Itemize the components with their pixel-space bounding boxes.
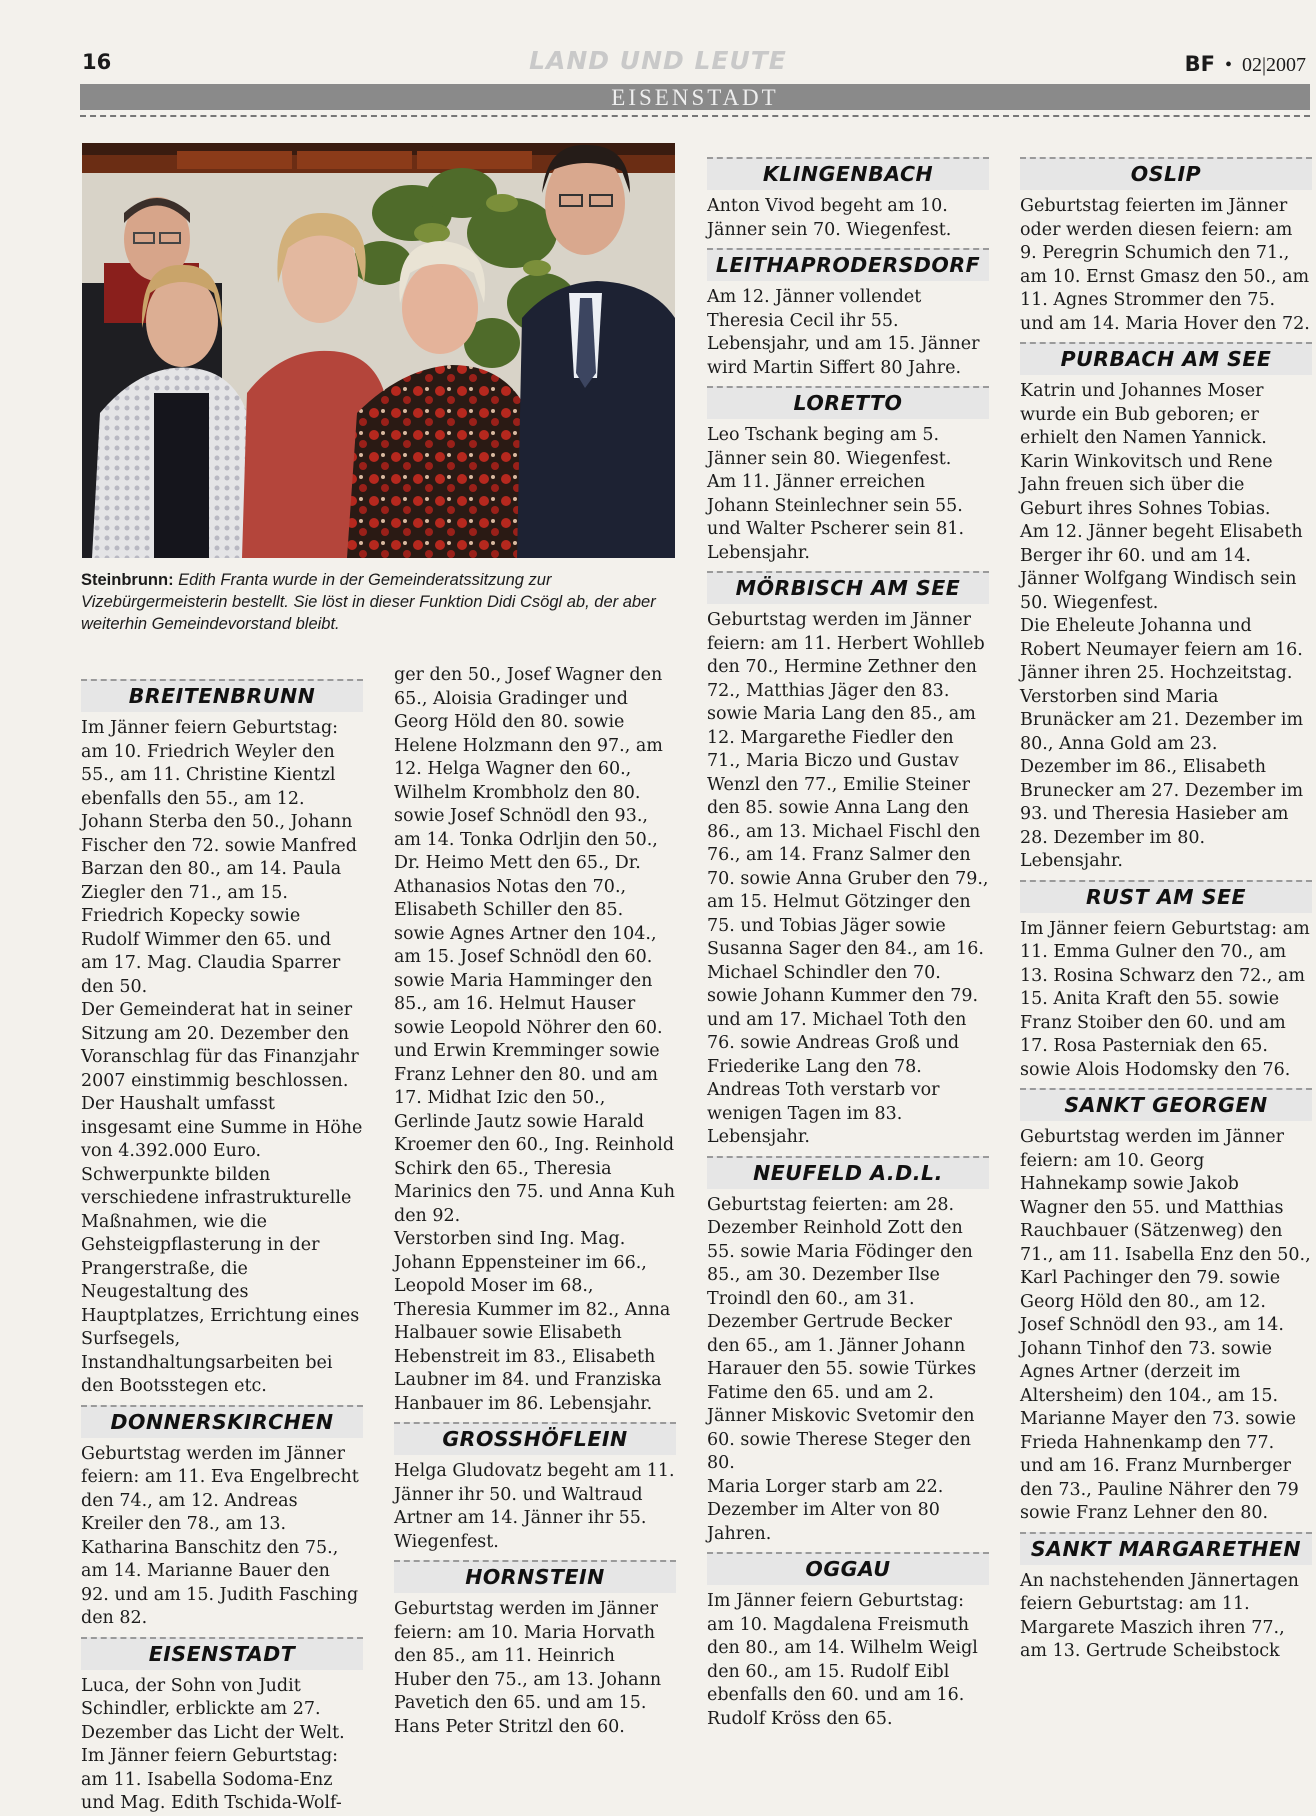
article-paragraph: Geburtstag werden im Jänner feiern: am 10. Maria Horvath den 85., am 11. Heinrich Huber den 75., am 13. Johann Pavetich den 65. und am 15. Hans Peter Stritzl den 60. — [394, 1599, 662, 1737]
column-4 — [1020, 157, 1312, 1664]
article-paragraph: Verstorben sind Ing. Mag. Johann Eppensteiner im 66., Leopold Moser im 68., Theresia Kummer im 82., Anna Halbauer sowie Elisabeth Hebenstreit im 83., Elisabeth Laubner im 84. und Franziska Hanbauer im 86. Lebensjahr. — [394, 1229, 671, 1414]
header-divider — [80, 115, 1310, 117]
article-paragraph: Am 12. Jänner begeht Elisabeth Berger ihr 60. und am 14. Jänner Wolfgang Windisch sein 50. Wiegenfest. — [1020, 522, 1303, 613]
article-paragraph: Im Jänner feiern Geburtstag: am 10. Friedrich Weyler den 55., am 11. Christine Kientzl ebenfalls den 55., am 12. Johann Sterba den 50., Johann Fischer den 72. sowie Manfred Barzan den 80., am 14. Paula Ziegler den 71., am 15. Friedrich Kopecky sowie Rudolf Wimmer den 65. und am 17. Mag. Claudia Sparrer den 50. — [81, 718, 357, 997]
place-heading: DONNERSKIRCHEN — [81, 1405, 363, 1438]
magazine-issue — [1185, 52, 1306, 77]
place-heading: MÖRBISCH AM SEE — [707, 571, 989, 604]
magazine-name: BF — [1184, 52, 1215, 76]
place-heading: GROSSHÖFLEIN — [394, 1422, 676, 1455]
article-paragraph: Geburtstag feierten: am 28. Dezember Reinhold Zott den 55. sowie Maria Födinger den 85., am 30. Dezember Ilse Troindl den 60., am 31. Dezember Gertrude Becker den 65., am 1. Jänner Johann Harauer den 55. sowie Türkes Fatime den 65. und am 2. Jänner Miskovic Svetomir den 60. sowie Therese Steger den 80. — [707, 1194, 977, 1473]
place-heading: NEUFELD A.D.L. — [707, 1156, 989, 1189]
place-heading: LORETTO — [707, 386, 989, 419]
article-paragraph: Geburtstag werden im Jänner feiern: am 11. Herbert Wohlleb den 70., Hermine Zethner den 72., Matthias Jäger den 83. sowie Maria Lang den 85., am 12. Margarethe Fiedler den 71., Maria Biczo und Gustav Wenzl den 77., Emilie Steiner den 85. sowie Anna Lang den 86., am 13. Michael Fischl den 76., am 14. Franz Salmer den 70. sowie Anna Gruber den 79., am 15. Helmut Götzinger den 75. und Tobias Jäger sowie Susanna Sager den 84., am 16. Michael Schindler den 70. sowie Johann Kummer den 79. und am 17. Michael Toth den 76. sowie Andreas Groß und Friederike Lang den 78. — [707, 610, 989, 1077]
article-paragraph: Im Jänner feiern Geburtstag: am 10. Magdalena Freismuth den 80., am 14. Wilhelm Weigl den 60., am 15. Rudolf Eibl ebenfalls den 60. und am 16. Rudolf Kröss den 65. — [707, 1591, 978, 1729]
column-3 — [707, 157, 989, 1731]
place-heading: EISENSTADT — [81, 1637, 363, 1670]
place-heading: OGGAU — [707, 1552, 989, 1585]
bullet-separator: • — [1219, 54, 1237, 76]
place-heading: RUST AM SEE — [1020, 880, 1312, 913]
article-paragraph: Geburtstag werden im Jänner feiern: am 10. Georg Hahnekamp sowie Jakob Wagner den 55. und Matthias Rauchbauer (Sätzenweg) den 71., am 11. Isabella Enz den 50., Karl Pachinger den 79. sowie Georg Höld den 80., am 12. Josef Schnödl den 93., am 14. Johann Tinhof den 73. sowie Agnes Artner (derzeit im Altersheim) den 104., am 15. Marianne Mayer den 73. sowie Frieda Hahnenkamp den 77. und am 16. Franz Murnberger den 73., Pauline Nährer den 79 sowie Franz Lehner den 80. — [1020, 1127, 1311, 1523]
place-heading: BREITENBRUNN — [81, 679, 363, 712]
article-paragraph: Leo Tschank beging am 5. Jänner sein 80. Wiegenfest. — [707, 425, 952, 469]
article-paragraph: Der Gemeinderat hat in seiner Sitzung am 20. Dezember den Voranschlag für das Finanzjahr 2007 einstimmig beschlossen. Der Haushalt umfasst insgesamt eine Summe in Höhe von 4.392.000 Euro. Schwerpunkte bilden verschiedene infrastrukturelle Maßnahmen, wie die Gehsteigpflasterung in der Prangerstraße, die Neugestaltung des Hauptplatzes, Errichtung eines Surfsegels, Instandhaltungsarbeiten bei den Bootsstegen etc. — [81, 1000, 363, 1396]
article-paragraph: Helga Gludovatz begeht am 11. Jänner ihr 50. und Waltraud Artner am 14. Jänner ihr 55. Wiegenfest. — [394, 1461, 675, 1552]
article-paragraph: Anton Vivod begeht am 10. Jänner sein 70. Wiegenfest. — [707, 196, 952, 240]
article-paragraph: Maria Lorger starb am 22. Dezember im Alter von 80 Jahren. — [707, 1476, 944, 1544]
article-paragraph: Am 11. Jänner erreichen Johann Steinlechner sein 55. und Walter Pscherer sein 81. Lebensjahr. — [707, 472, 965, 563]
place-heading: OSLIP — [1020, 157, 1312, 190]
caption-text: Edith Franta wurde in der Gemeinderatssitzung zur Vizebürgermeisterin bestellt. Sie löst in dieser Funktion Didi Csögl ab, der aber weiterhin Gemeindevorstand bleibt. — [81, 571, 656, 633]
place-heading: LEITHAPRODERSDORF — [707, 248, 989, 281]
group-photo-illustration — [82, 143, 675, 558]
photo-caption — [81, 569, 681, 635]
article-paragraph: Am 12. Jänner vollendet Theresia Cecil ihr 55. Lebensjahr, und am 15. Jänner wird Martin Siffert 80 Jahre. — [707, 287, 980, 378]
article-paragraph: Geburtstag werden im Jänner feiern: am 11. Eva Engelbrecht den 74., am 12. Andreas Kreiler den 78., am 13. Katharina Banschitz den 75., am 14. Marianne Bauer den 92. und am 15. Judith Fasching den 82. — [81, 1443, 359, 1628]
place-heading: SANKT MARGARETHEN — [1020, 1532, 1312, 1565]
article-paragraph: Im Jänner feiern Geburtstag: am 11. Emma Gulner den 70., am 13. Rosina Schwarz den 72., am 15. Anita Kraft den 55. sowie Franz Stoiber den 60. und am 17. Rosa Pasterniak den 65. sowie Alois Hodomsky den 76. — [1020, 918, 1310, 1080]
column-1 — [81, 679, 363, 1816]
place-heading: SANKT GEORGEN — [1020, 1088, 1312, 1121]
article-paragraph: An nachstehenden Jännertagen feiern Geburtstag: am 11. Margarete Maszich ihren 77., am 13. Gertrude Scheibstock — [1020, 1570, 1299, 1661]
place-heading: KLINGENBACH — [707, 157, 989, 190]
article-paragraph: Im Jänner feiern Geburtstag: am 11. Isabella Sodoma-Enz und Mag. Edith Tschida-Wolf- — [81, 1746, 342, 1813]
page-number: 16 — [82, 50, 112, 74]
region-title: EISENSTADT — [611, 85, 779, 110]
group-photo — [82, 143, 675, 558]
article-paragraph: Luca, der Sohn von Judit Schindler, erblickte am 27. Dezember das Licht der Welt. — [81, 1675, 345, 1743]
article-paragraph: Die Eheleute Johanna und Robert Neumayer feiern am 16. Jänner ihren 25. Hochzeitstag. — [1020, 616, 1303, 683]
region-bar — [80, 84, 1310, 110]
issue-number: 02|2007 — [1241, 54, 1306, 76]
place-heading: PURBACH AM SEE — [1020, 342, 1312, 375]
column-2 — [394, 664, 676, 1739]
place-heading: HORNSTEIN — [394, 1560, 676, 1593]
caption-place: Steinbrunn: — [81, 571, 174, 589]
article-paragraph: Geburtstag feierten im Jänner oder werden diesen feiern: am 9. Peregrin Schumich den 71., am 10. Ernst Gmasz den 50., am 11. Agnes Strommer den 75. und am 14. Maria Hover den 72. — [1020, 196, 1310, 334]
article-paragraph: ger den 50., Josef Wagner den 65., Aloisia Gradinger und Georg Höld den 80. sowie Helene Holzmann den 97., am 12. Helga Wagner den 60., Wilhelm Krombholz den 80. sowie Josef Schnödl den 93., am 14. Tonka Odrljin den 50., Dr. Heimo Mett den 65., Dr. Athanasios Notas den 70., Elisabeth Schiller den 85. sowie Agnes Artner den 104., am 15. Josef Schnödl den 60. sowie Maria Hamminger den 85., am 16. Helmut Hauser sowie Leopold Nöhrer den 60. und Erwin Kremminger sowie Franz Lehner den 80. und am 17. Midhat Izic den 50., Gerlinde Jautz sowie Harald Kroemer den 60., Ing. Reinhold Schirk den 65., Theresia Marinics den 75. und Anna Kuh den 92. — [394, 665, 676, 1226]
article-paragraph: Katrin und Johannes Moser wurde ein Bub geboren; er erhielt den Namen Yannick. Karin Winkovitsch und Rene Jahn freuen sich über die Geburt ihres Sohnes Tobias. — [1020, 381, 1273, 519]
article-paragraph: Verstorben sind Maria Brunäcker am 21. Dezember im 80., Anna Gold am 23. Dezember im 86., Elisabeth Brunecker am 27. Dezember im 93. und Theresia Hasieber am 28. Dezember im 80. Lebensjahr. — [1020, 686, 1304, 871]
section-title: LAND UND LEUTE — [529, 46, 787, 75]
article-paragraph: Andreas Toth verstarb vor wenigen Tagen im 83. Lebensjahr. — [707, 1080, 940, 1147]
